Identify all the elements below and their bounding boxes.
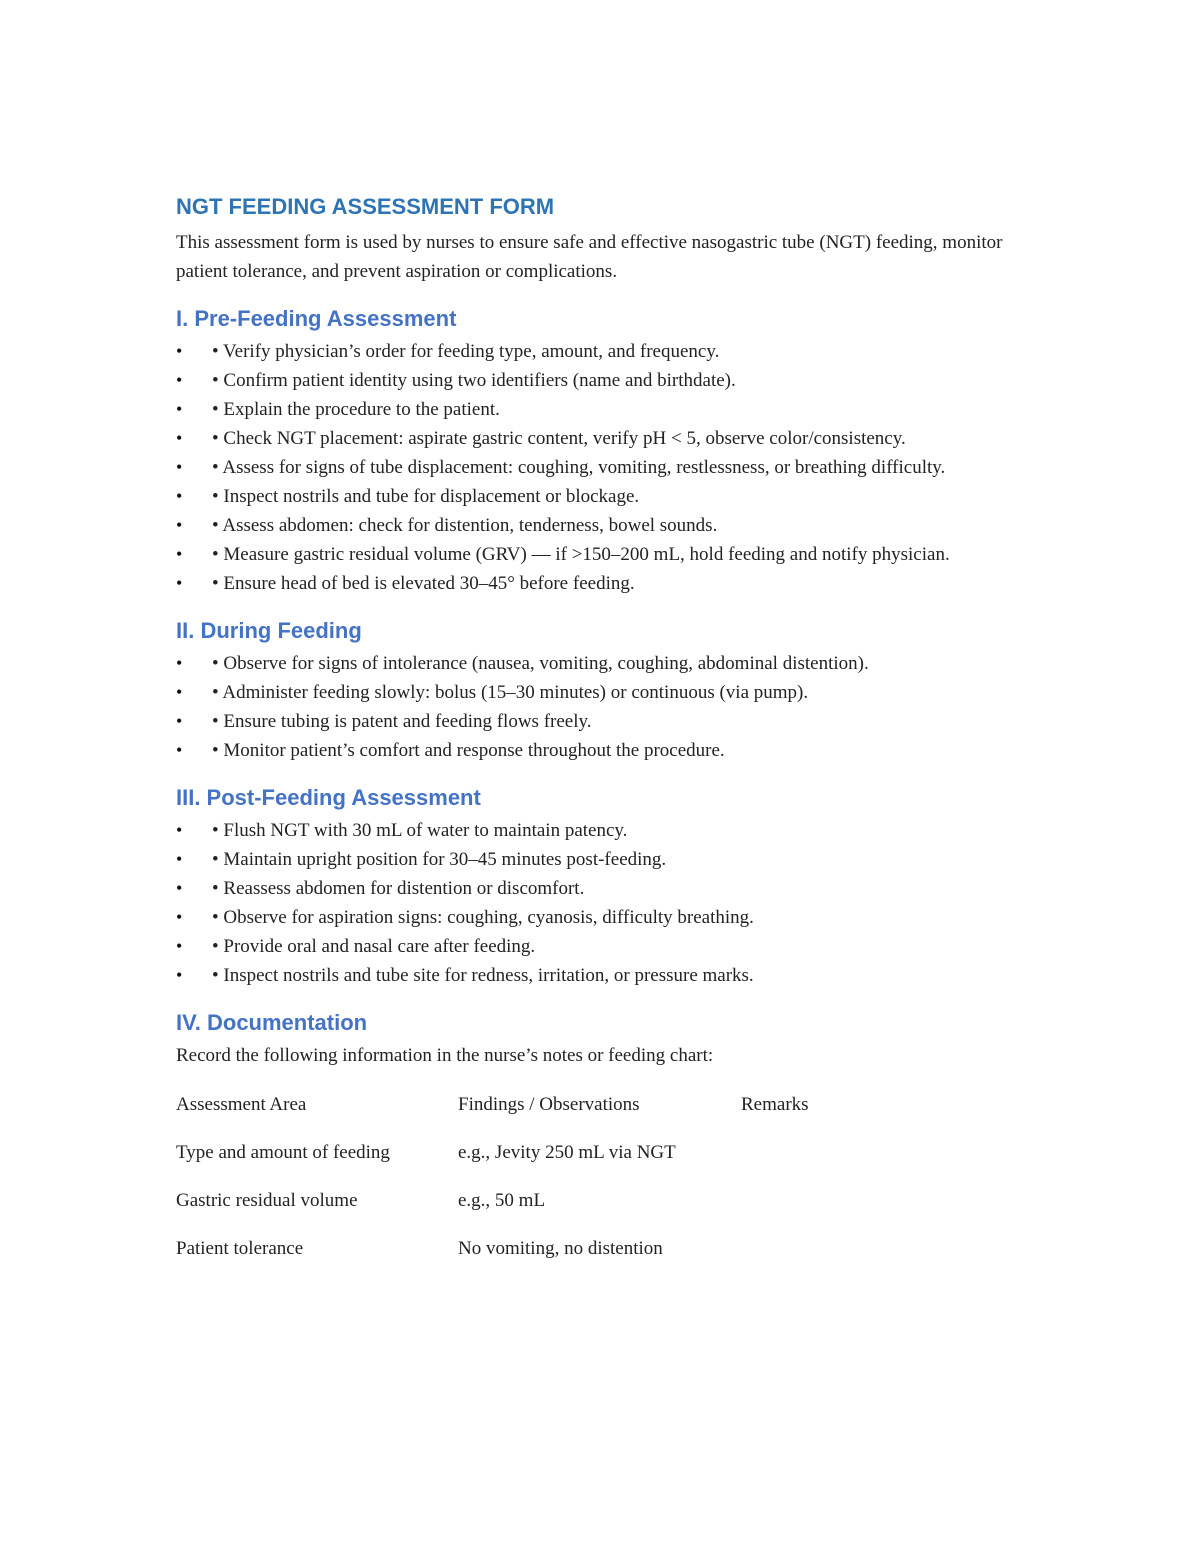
during-feeding-list [176,649,1026,765]
list-item-text: • Observe for aspiration signs: coughing, cyanosis, difficulty breathing. [212,907,754,928]
list-item [176,874,1012,903]
bullet-icon: • [176,740,183,760]
bullet-icon: • [176,711,183,731]
list-item-text: • Explain the procedure to the patient. [212,399,500,420]
list-item [176,678,1012,707]
list-item [176,707,1012,736]
list-item-text: • Check NGT placement: aspirate gastric content, verify pH < 5, observe color/consistency. [212,428,906,449]
bullet-icon: • [176,936,183,956]
list-item-text: • Maintain upright position for 30–45 minutes post-feeding. [212,849,667,870]
list-item [176,961,1012,990]
list-item-text: • Administer feeding slowly: bolus (15–30 minutes) or continuous (via pump). [212,682,809,703]
list-item-text: • Verify physician’s order for feeding type, amount, and frequency. [212,341,720,362]
list-item [176,337,1012,366]
table-cell: No vomiting, no distention [458,1238,663,1259]
bullet-icon: • [176,457,183,477]
table-row [176,1138,941,1186]
list-item-text: • Observe for signs of intolerance (nausea, vomiting, coughing, abdominal distention). [212,653,869,674]
bullet-icon: • [176,428,183,448]
list-item-text: • Ensure tubing is patent and feeding flows freely. [212,711,592,732]
section-heading-documentation: IV. Documentation [176,1010,368,1035]
bullet-icon: • [176,653,183,673]
list-item-text: • Provide oral and nasal care after feeding. [212,936,536,957]
list-item-text: • Assess for signs of tube displacement: coughing, vomiting, restlessness, or breathing difficulty. [212,457,946,478]
table-cell [741,1186,941,1234]
bullet-icon: • [176,515,183,535]
documentation-table [176,1090,941,1282]
table-cell: Patient tolerance [176,1238,304,1259]
bullet-icon: • [176,820,183,840]
list-item [176,845,1012,874]
table-header-row [176,1090,941,1138]
list-item-text: • Reassess abdomen for distention or discomfort. [212,878,585,899]
bullet-icon: • [176,341,183,361]
list-item [176,366,1012,395]
intro-paragraph: This assessment form is used by nurses to ensure safe and effective nasogastric tube (NGT) feeding, monitor patient tolerance, and prevent aspiration or complications. [176,232,1003,282]
list-item-text: • Inspect nostrils and tube for displacement or blockage. [212,486,640,507]
table-cell [741,1234,941,1282]
table-row [176,1234,941,1282]
list-item [176,903,1012,932]
table-cell: e.g., Jevity 250 mL via NGT [458,1142,676,1163]
list-item-text: • Confirm patient identity using two identifiers (name and birthdate). [212,370,736,391]
bullet-icon: • [176,849,183,869]
list-item-text: • Measure gastric residual volume (GRV) — if >150–200 mL, hold feeding and notify physician. [212,544,950,565]
post-feeding-list [176,816,1026,990]
list-item [176,453,1012,482]
list-item [176,649,1012,678]
bullet-icon: • [176,573,183,593]
list-item-text: • Ensure head of bed is elevated 30–45° before feeding. [212,573,635,594]
list-item-text: • Inspect nostrils and tube site for redness, irritation, or pressure marks. [212,965,754,986]
list-item [176,932,1012,961]
list-item [176,569,1012,598]
list-item [176,424,1012,453]
table-header-cell: Remarks [741,1094,809,1115]
bullet-icon: • [176,544,183,564]
table-header-cell: Assessment Area [176,1094,307,1115]
bullet-icon: • [176,907,183,927]
table-cell: e.g., 50 mL [458,1190,546,1211]
list-item-text: • Flush NGT with 30 mL of water to maintain patency. [212,820,628,841]
list-item [176,482,1012,511]
bullet-icon: • [176,399,183,419]
list-item-text: • Monitor patient’s comfort and response throughout the procedure. [212,740,725,761]
section-heading-pre-feeding: I. Pre-Feeding Assessment [176,306,457,331]
bullet-icon: • [176,370,183,390]
document-content [176,192,1026,1282]
bullet-icon: • [176,878,183,898]
bullet-icon: • [176,682,183,702]
list-item [176,540,1012,569]
pre-feeding-list [176,337,1026,598]
list-item [176,816,1012,845]
documentation-note: Record the following information in the nurse’s notes or feeding chart: [176,1045,714,1066]
bullet-icon: • [176,965,183,985]
table-cell [741,1138,941,1186]
list-item-text: • Assess abdomen: check for distention, tenderness, bowel sounds. [212,515,718,536]
list-item [176,511,1012,540]
list-item [176,395,1012,424]
table-row [176,1186,941,1234]
document-title: NGT FEEDING ASSESSMENT FORM [176,194,555,219]
table-header-cell: Findings / Observations [458,1094,640,1115]
table-cell: Gastric residual volume [176,1190,358,1211]
section-heading-during-feeding: II. During Feeding [176,618,362,643]
table-cell: Type and amount of feeding [176,1142,390,1163]
section-heading-post-feeding: III. Post-Feeding Assessment [176,785,481,810]
list-item [176,736,1012,765]
bullet-icon: • [176,486,183,506]
